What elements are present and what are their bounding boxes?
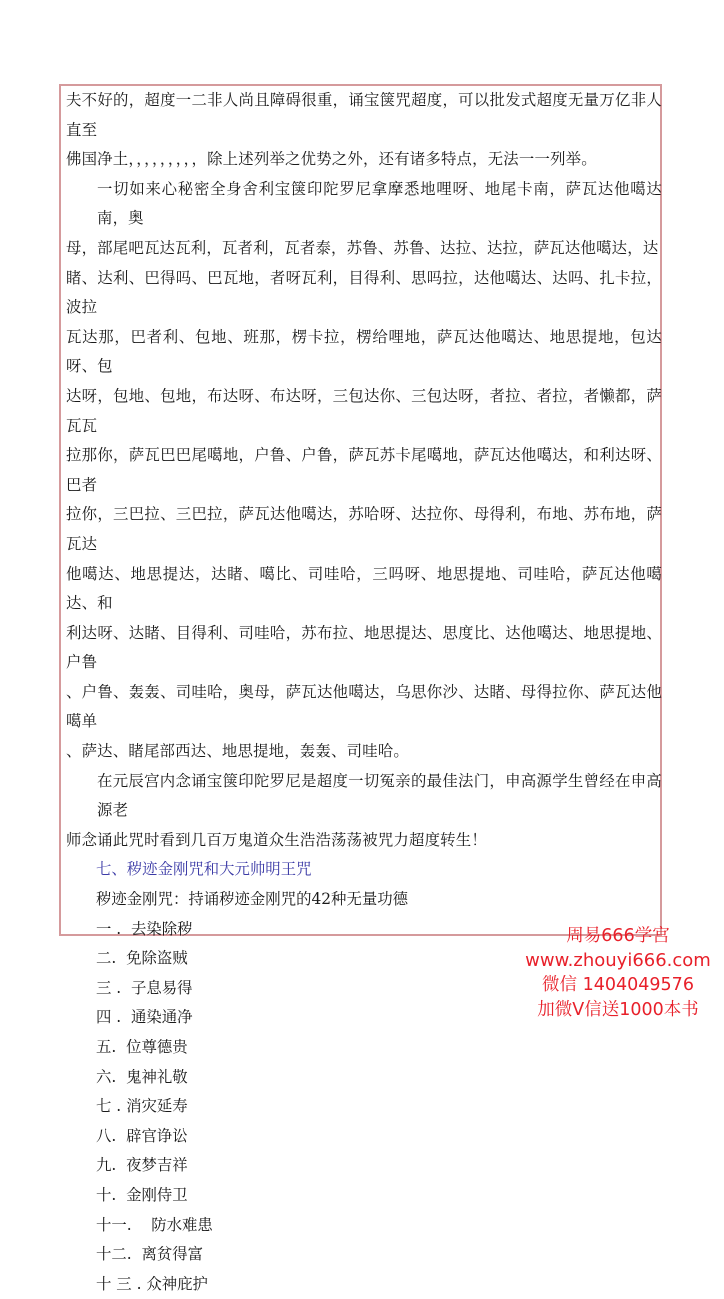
text-line: 在元辰宫内念诵宝箧印陀罗尼是超度一切冤亲的最佳法门，申高源学生曾经在申高源老 [97, 771, 662, 820]
merit-item: 十 三 . 众神庇护 [96, 1274, 208, 1293]
section-intro: 秽迹金刚咒：持诵秽迹金刚咒的42种无量功德 [96, 890, 409, 909]
merit-item: 十二. 离贫得富 [96, 1245, 204, 1264]
merit-item: 四 . 通染通净 [96, 1008, 193, 1027]
text-line: 、萨达、睹尾部西达、地思提地，轰轰、司哇哈。 [66, 742, 409, 761]
merit-item: 三 . 子息易得 [96, 978, 193, 997]
text-line: 母，部尾吧瓦达瓦利，瓦者利，瓦者泰，苏鲁、苏鲁、达拉、达拉，萨瓦达他噶达，达 [66, 238, 659, 257]
text-line: 达呀，包地、包地，布达呀、布达呀，三包达你、三包达呀，者拉、者拉，者懒都，萨瓦瓦 [66, 386, 662, 435]
merit-item: 十一. 防水难患 [96, 1215, 213, 1234]
merit-item: 六. 鬼神礼敬 [96, 1067, 188, 1086]
watermark-url: www.zhouyi666.com [525, 949, 711, 971]
merit-item: 八. 辟官诤讼 [96, 1126, 188, 1145]
text-line: 师念诵此咒时看到几百万鬼道众生浩浩荡荡被咒力超度转生！ [66, 830, 487, 849]
watermark-title: 周易666学宫 [566, 926, 670, 946]
paragraph-yuanchen [66, 767, 662, 856]
text-line: 睹、达利、巴得吗、巴瓦地，者呀瓦利，目得利、思吗拉，达他噶达、达吗、扎卡拉，波拉 [66, 268, 662, 317]
merit-item: 九. 夜梦吉祥 [96, 1156, 188, 1175]
paragraph-mantra [66, 175, 662, 767]
text-line: 他噶达、地思提达，达睹、噶比、司哇哈，三吗呀、地思提地、司哇哈，萨瓦达他噶达、和 [66, 564, 662, 613]
watermark [518, 924, 718, 1022]
watermark-promo: 加微V信送1000本书 [537, 999, 699, 1020]
text-line: 、户鲁、轰轰、司哇哈，奥母，萨瓦达他噶达，乌思你沙、达睹、母得拉你、萨瓦达他噶单 [66, 682, 662, 731]
merit-item: 十. 金刚侍卫 [96, 1185, 188, 1204]
section-heading: 七、秽迹金刚咒和大元帅明王咒 [96, 860, 312, 879]
paragraph-intro [66, 86, 662, 175]
document-content [66, 86, 662, 1299]
watermark-wechat: 微信 1404049576 [542, 975, 694, 995]
merit-item: 二. 免除盗贼 [96, 949, 188, 968]
merit-item: 一 . 去染除秽 [96, 919, 193, 938]
text-line: 夫不好的，超度一二非人尚且障碍很重，诵宝箧咒超度，可以批发式超度无量万亿非人直至 [66, 91, 662, 139]
text-line: 拉你，三巴拉、三巴拉，萨瓦达他噶达，苏哈呀、达拉你、母得利，布地、苏布地，萨瓦达 [66, 505, 662, 553]
text-line: 瓦达那，巴者利、包地、班那，楞卡拉，楞给哩地，萨瓦达他噶达、地思提地，包达呀、包 [66, 327, 662, 376]
text-line: 拉那你，萨瓦巴巴尾噶地，户鲁、户鲁，萨瓦苏卡尾噶地，萨瓦达他噶达，和利达呀、巴者 [66, 446, 662, 494]
text-line: 佛国净土，，，，，，，，，除上述列举之优势之外，还有诸多特点，无法一一列举。 [66, 150, 597, 169]
text-line: 一切如来心秘密全身舍利宝箧印陀罗尼拿摩悉地哩呀、地尾卡南，萨瓦达他噶达南，奥 [97, 179, 662, 228]
merit-item: 五. 位尊德贵 [96, 1038, 188, 1056]
merit-item: 七 . 消灾延寿 [96, 1097, 188, 1116]
text-line: 利达呀、达睹、目得利、司哇哈，苏布拉、地思提达、思度比、达他噶达、地思提地、户鲁 [66, 623, 662, 672]
